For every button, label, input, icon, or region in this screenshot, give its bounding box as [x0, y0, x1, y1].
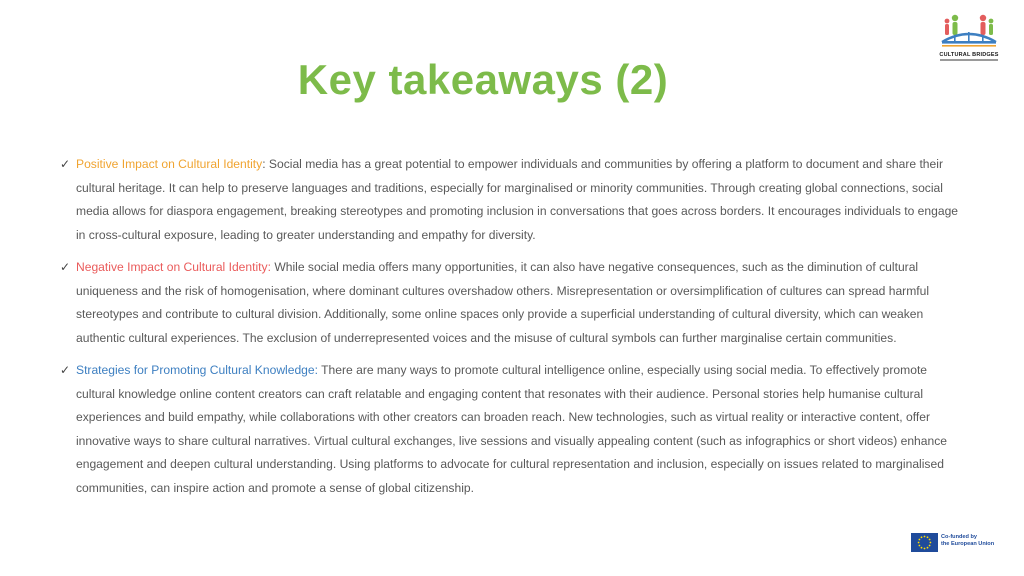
- eu-badge-line1: Co-funded by: [941, 534, 978, 540]
- checkmark-icon: ✓: [60, 363, 71, 377]
- eu-cofunded-badge: [911, 533, 1007, 554]
- logo-text: CULTURAL BRIDGES: [939, 52, 999, 58]
- takeaway-heading: Strategies for Promoting Cultural Knowledge:: [76, 363, 318, 377]
- takeaway-body: There are many ways to promote cultural intelligence online, especially using social media. To effectively promote cultural knowledge online content creators can craft relatable and engaging content that resonates with their audience. Personal stories help humanise cultural experiences and build empathy, while collaborations with other creators can broaden reach. New technologies, such as virtual reality or interactive content, offer innovative ways to share cultural narratives. Virtual cultural exchanges, live sessions and visually appealing content (such as infographics or short videos) enhance engagement and deepen cultural understanding. Using platforms to advocate for cultural representation and inclusion, especially on issues related to marginalised communities, can inspire action and promote a sense of global citizenship.: [76, 363, 947, 495]
- takeaway-strategies: [60, 359, 964, 500]
- takeaway-negative: [60, 256, 964, 350]
- slide-title: Key takeaways (2): [297, 56, 669, 103]
- eu-badge-text: [941, 534, 994, 548]
- cultural-bridges-logo: [934, 12, 1004, 62]
- takeaway-heading: Positive Impact on Cultural Identity: [76, 157, 263, 171]
- cultural-bridges-logo-icon: [934, 12, 1004, 52]
- eu-badge-line2: the European Union: [941, 541, 995, 547]
- takeaway-heading: Negative Impact on Cultural Identity:: [76, 260, 271, 274]
- takeaway-body: While social media offers many opportunities, it can also have negative consequences, such as the diminution of cultural uniqueness and the risk of homogenisation, where dominant cultures overshadow others. Misrepresentation or oversimplification of cultures can spread harmful stereotypes and contribute to cultural division. Additionally, some online spaces only provide a superficial understanding of cultural diversity, which can weaken authentic cultural experiences. The exclusion of underrepresented voices and the misuse of cultural symbols can further marginalise certain communities.: [76, 260, 930, 345]
- checkmark-icon: ✓: [60, 260, 71, 274]
- eu-flag-icon: [911, 533, 938, 552]
- checkmark-icon: ✓: [60, 157, 71, 171]
- takeaway-list: [60, 153, 964, 509]
- takeaway-body: : Social media has a great potential to empower individuals and communities by offering a platform to document and share their cultural heritage. It can help to preserve languages and traditions, especially for marginalised or minority communities. Through creating global connections, social media allows for diaspora engagement, breaking stereotypes and promoting inclusion in conversations that goes across borders. It encourages individuals to engage in cross-cultural exposure, leading to greater understanding and empathy for diversity.: [76, 157, 959, 242]
- takeaway-positive: [60, 153, 964, 247]
